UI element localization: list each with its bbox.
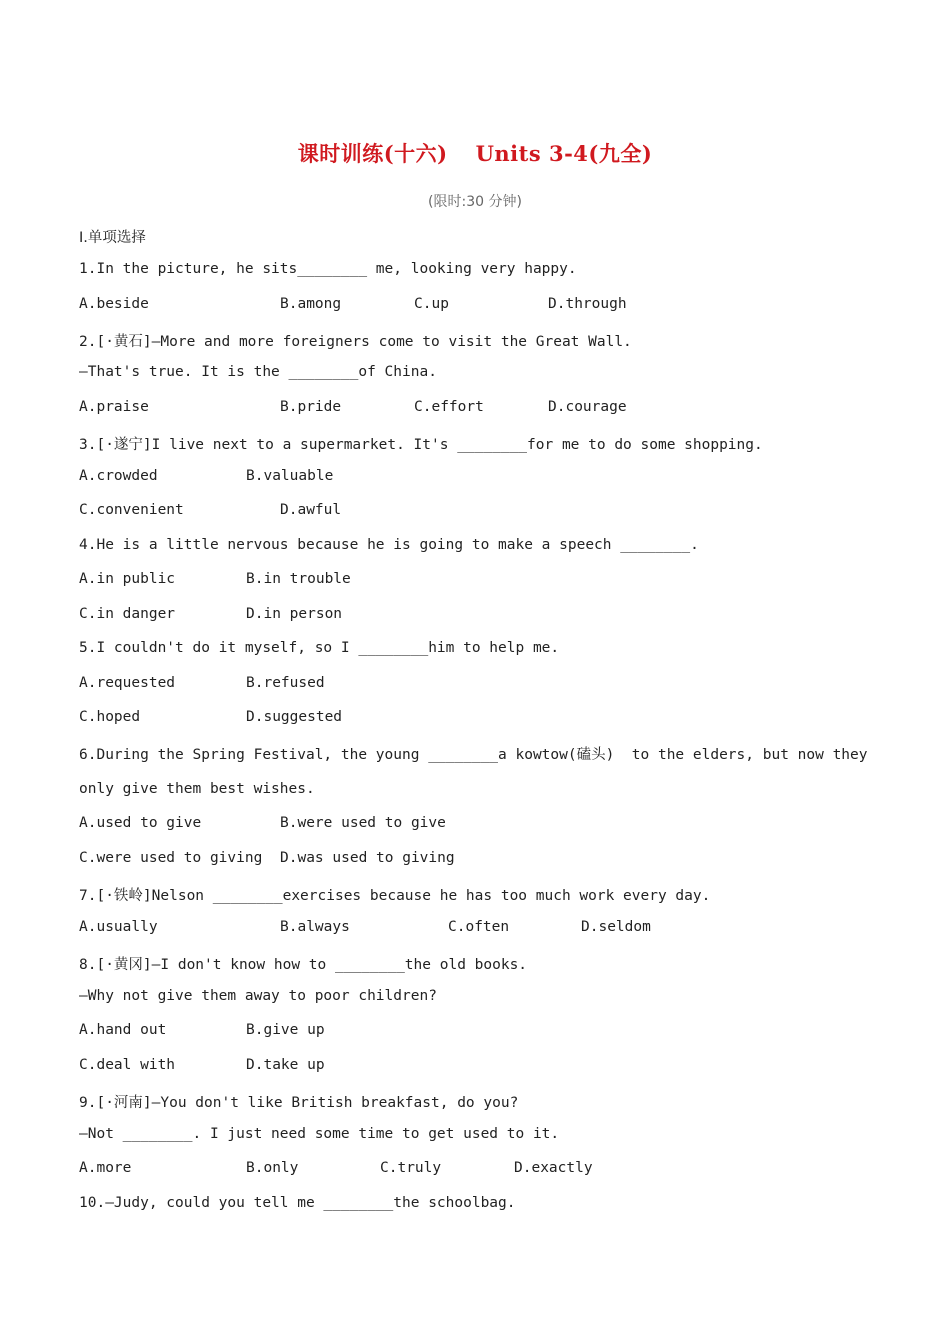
page-title xyxy=(0,138,950,168)
option-d: D.seldom xyxy=(581,919,651,935)
option-a: A.praise xyxy=(79,399,149,415)
option-c: C.often xyxy=(448,919,510,935)
option-a: A.beside xyxy=(79,296,149,312)
option-c: C.hoped xyxy=(79,709,141,725)
option-b: B.pride xyxy=(280,399,342,415)
option-b: B.give up xyxy=(246,1022,325,1038)
question-stem: —Why not give them away to poor children? xyxy=(79,988,437,1004)
option-a: A.in public xyxy=(79,571,176,587)
option-b: B.valuable xyxy=(246,468,334,484)
question-stem: 1.In the picture, he sits________ me, looking very happy. xyxy=(79,261,577,277)
option-a: A.requested xyxy=(79,675,176,691)
question-stem: 9.[·河南]—You don't like British breakfast, do you? xyxy=(79,1095,519,1111)
option-c: C.up xyxy=(414,296,449,312)
question-stem: only give them best wishes. xyxy=(79,781,315,797)
option-a: A.usually xyxy=(79,919,158,935)
option-c: C.in danger xyxy=(79,606,176,622)
option-c: C.truly xyxy=(380,1160,442,1176)
option-d: D.take up xyxy=(246,1057,325,1073)
option-c: C.deal with xyxy=(79,1057,176,1073)
question-stem: —Not ________. I just need some time to get used to it. xyxy=(79,1126,560,1142)
option-d: D.through xyxy=(548,296,627,312)
option-c: C.convenient xyxy=(79,502,184,518)
option-a: A.hand out xyxy=(79,1022,167,1038)
option-c: C.effort xyxy=(414,399,484,415)
option-a: A.more xyxy=(79,1160,132,1176)
section-heading: Ⅰ.单项选择 xyxy=(79,230,146,246)
title-left: 课时训练(十六) xyxy=(297,141,448,166)
option-a: A.used to give xyxy=(79,815,202,831)
option-d: D.courage xyxy=(548,399,627,415)
title-right: Units 3-4(九全) xyxy=(475,141,653,166)
option-b: B.refused xyxy=(246,675,325,691)
option-a: A.crowded xyxy=(79,468,158,484)
question-stem: 3.[·遂宁]I live next to a supermarket. It's ________for me to do some shopping. xyxy=(79,437,763,453)
option-d: D.awful xyxy=(280,502,342,518)
option-b: B.were used to give xyxy=(280,815,446,831)
question-stem: 5.I couldn't do it myself, so I ________him to help me. xyxy=(79,640,560,656)
question-stem: 7.[·铁岭]Nelson ________exercises because he has too much work every day. xyxy=(79,888,711,904)
option-d: D.suggested xyxy=(246,709,343,725)
option-d: D.in person xyxy=(246,606,343,622)
question-stem: 10.—Judy, could you tell me ________the schoolbag. xyxy=(79,1195,516,1211)
time-limit: (限时:30 分钟) xyxy=(428,194,522,210)
option-b: B.always xyxy=(280,919,350,935)
option-d: D.exactly xyxy=(514,1160,593,1176)
question-stem: 8.[·黄冈]—I don't know how to ________the old books. xyxy=(79,957,528,973)
option-d: D.was used to giving xyxy=(280,850,455,866)
option-b: B.among xyxy=(280,296,342,312)
option-b: B.only xyxy=(246,1160,299,1176)
question-stem: 6.During the Spring Festival, the young ________a kowtow(磕头) to the elders, but now they xyxy=(79,747,868,763)
option-b: B.in trouble xyxy=(246,571,351,587)
question-stem: —That's true. It is the ________of China. xyxy=(79,364,437,380)
question-stem: 2.[·黄石]—More and more foreigners come to visit the Great Wall. xyxy=(79,334,632,350)
question-stem: 4.He is a little nervous because he is going to make a speech ________. xyxy=(79,537,699,553)
option-c: C.were used to giving xyxy=(79,850,263,866)
